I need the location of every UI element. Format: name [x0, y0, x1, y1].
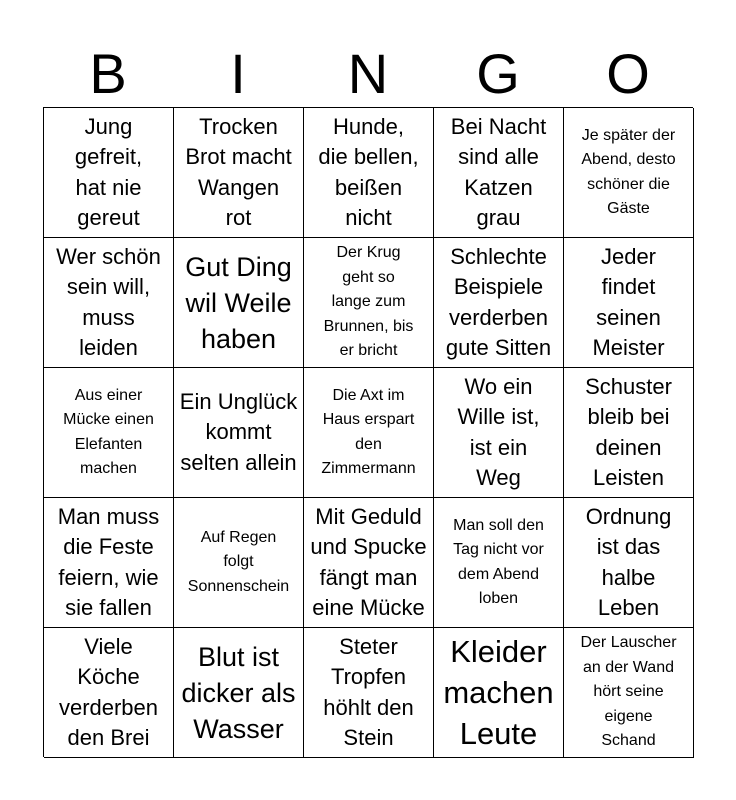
bingo-cell[interactable] [304, 368, 434, 498]
bingo-cell[interactable] [434, 498, 564, 628]
bingo-grid [43, 107, 693, 757]
cell-text: Der Krug geht so lange zum Brunnen, bis er bricht [323, 244, 414, 360]
cell-text: Bei Nacht sind alle Katzen grau [450, 113, 547, 230]
bingo-cell[interactable] [44, 108, 174, 238]
bingo-cell[interactable] [564, 238, 694, 368]
cell-text: Schuster bleib bei deinen Leisten [585, 373, 672, 490]
bingo-cell[interactable] [434, 628, 564, 758]
bingo-cell[interactable] [174, 368, 304, 498]
bingo-cell[interactable] [174, 238, 304, 368]
header-letter-o: O [606, 42, 650, 105]
cell-text: Mit Geduld und Spucke fängt man eine Mücke [310, 503, 427, 620]
bingo-cell[interactable] [304, 498, 434, 628]
bingo-header [43, 40, 693, 108]
bingo-cell[interactable] [304, 238, 434, 368]
cell-text: Blut ist dicker als Wasser [181, 641, 296, 744]
cell-text: Viele Köche verderben den Brei [58, 633, 159, 750]
bingo-cell[interactable] [44, 368, 174, 498]
cell-text: Steter Tropfen höhlt den Stein [323, 633, 414, 750]
bingo-cell[interactable] [434, 108, 564, 238]
cell-text: Gut Ding wil Weile haben [185, 251, 292, 354]
cell-text: Auf Regen folgt Sonnenschein [187, 528, 290, 595]
cell-text: Kleider machen Leute [443, 634, 554, 751]
bingo-cell[interactable] [434, 238, 564, 368]
cell-text: Wer schön sein will, muss leiden [56, 243, 161, 360]
bingo-cell[interactable] [304, 628, 434, 758]
cell-text: Schlechte Beispiele verderben gute Sitten [445, 243, 552, 360]
bingo-cell[interactable] [174, 628, 304, 758]
cell-text: Hunde, die bellen, beißen nicht [318, 113, 419, 230]
cell-text: Man muss die Feste feiern, wie sie fallen [57, 503, 160, 620]
bingo-cell[interactable] [434, 368, 564, 498]
bingo-cell[interactable] [44, 628, 174, 758]
bingo-cell[interactable] [44, 238, 174, 368]
cell-text: Jeder findet seinen Meister [592, 243, 665, 360]
bingo-cell[interactable] [564, 628, 694, 758]
cell-text: Ein Unglück kommt selten allein [179, 388, 298, 475]
bingo-cell[interactable] [44, 498, 174, 628]
bingo-cell[interactable] [304, 108, 434, 238]
cell-text: Jung gefreit, hat nie gereut [74, 113, 143, 230]
bingo-cell[interactable] [174, 498, 304, 628]
bingo-cell[interactable] [564, 498, 694, 628]
cell-text: Man soll den Tag nicht vor dem Abend loben [453, 516, 544, 607]
header-letter-b: B [89, 42, 127, 105]
header-letter-n: N [347, 42, 389, 105]
cell-text: Ordnung ist das halbe Leben [585, 503, 672, 620]
cell-text: Die Axt im Haus erspart den Zimmermann [321, 386, 416, 477]
cell-text: Je später der Abend, desto schöner die Gäste [581, 126, 676, 217]
bingo-cell[interactable] [564, 368, 694, 498]
header-letter-i: I [230, 42, 246, 105]
bingo-cell[interactable] [564, 108, 694, 238]
cell-text: Wo ein Wille ist, ist ein Weg [457, 373, 540, 490]
cell-text: Aus einer Mücke einen Elefanten machen [63, 386, 154, 477]
header-letter-g: G [476, 42, 520, 105]
cell-text: Der Lauscher an der Wand hört seine eigene Schand [580, 634, 677, 750]
bingo-cell[interactable] [174, 108, 304, 238]
cell-text: Trocken Brot macht Wangen rot [185, 113, 292, 230]
